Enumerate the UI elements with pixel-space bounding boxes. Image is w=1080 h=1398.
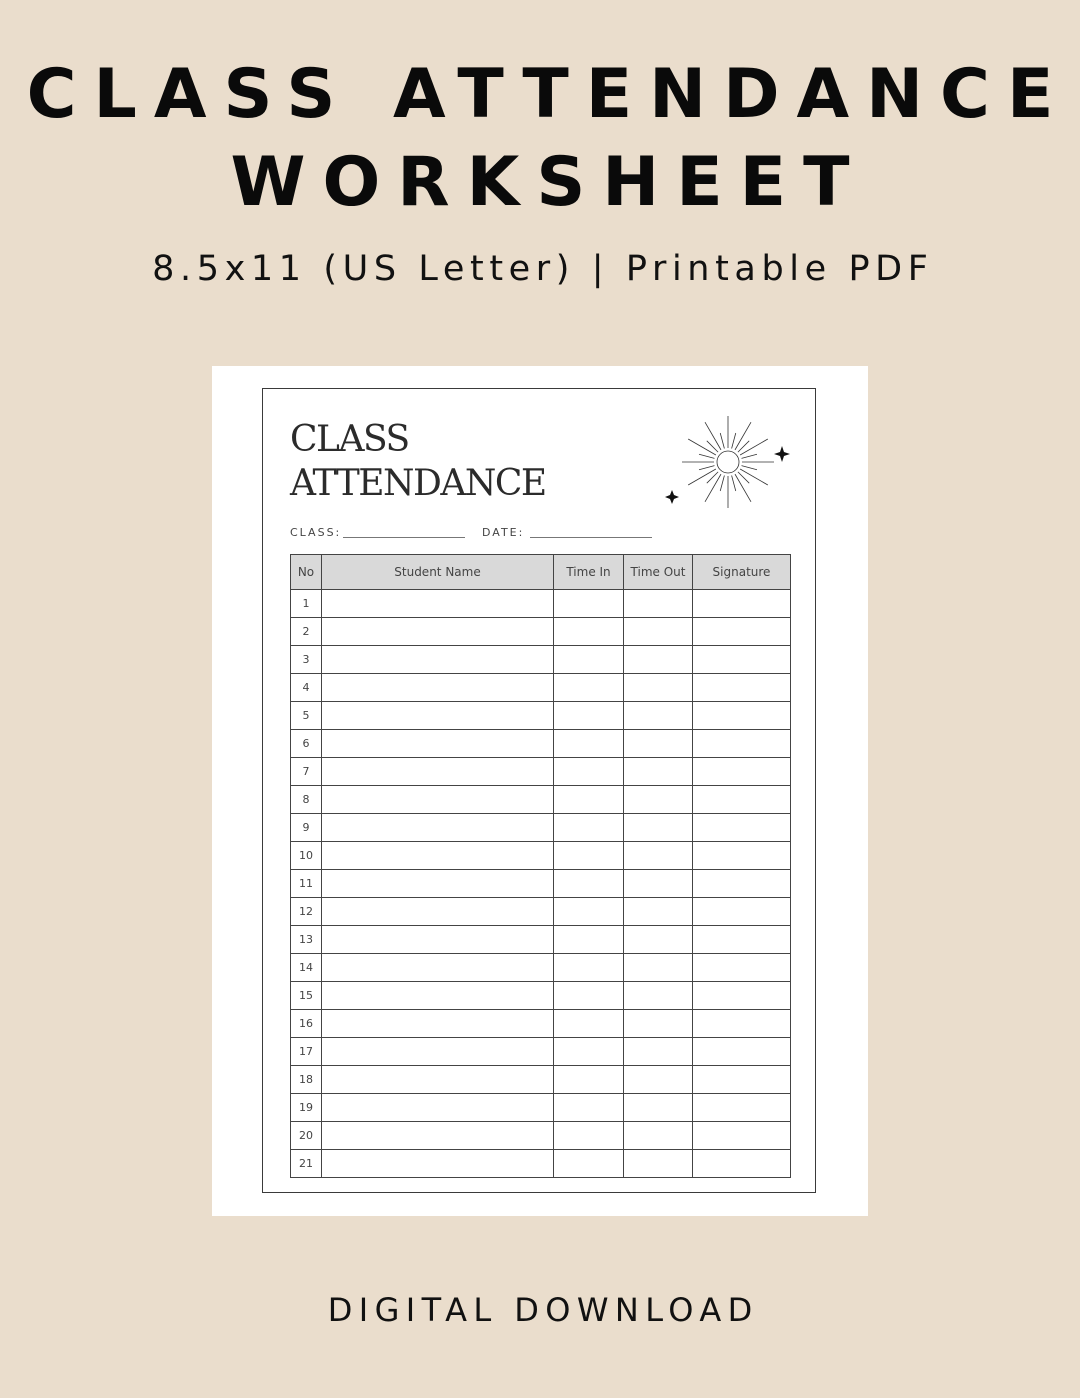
time-out-cell[interactable] (624, 618, 693, 646)
time-out-cell[interactable] (624, 786, 693, 814)
student-name-cell[interactable] (322, 758, 554, 786)
signature-cell[interactable] (693, 1150, 791, 1178)
table-row (291, 1010, 791, 1038)
table-row (291, 1038, 791, 1066)
time-in-cell[interactable] (554, 1010, 624, 1038)
row-number: 8 (291, 786, 322, 814)
row-number: 19 (291, 1094, 322, 1122)
worksheet-title-line-2: ATTENDANCE (290, 463, 546, 504)
time-out-cell[interactable] (624, 758, 693, 786)
table-header-row (291, 555, 791, 590)
time-in-cell[interactable] (554, 1066, 624, 1094)
student-name-cell[interactable] (322, 814, 554, 842)
time-out-cell[interactable] (624, 1066, 693, 1094)
time-in-cell[interactable] (554, 646, 624, 674)
banner-subtitle: 8.5x11 (US Letter) | Printable PDF (152, 249, 934, 289)
row-number: 13 (291, 926, 322, 954)
signature-cell[interactable] (693, 954, 791, 982)
time-out-cell[interactable] (624, 870, 693, 898)
row-number: 2 (291, 618, 322, 646)
table-row (291, 702, 791, 730)
time-in-cell[interactable] (554, 1094, 624, 1122)
student-name-cell[interactable] (322, 1150, 554, 1178)
student-name-cell[interactable] (322, 590, 554, 618)
header-time-in: Time In (554, 555, 624, 590)
signature-cell[interactable] (693, 898, 791, 926)
row-number: 15 (291, 982, 322, 1010)
time-out-cell[interactable] (624, 814, 693, 842)
time-out-cell[interactable] (624, 590, 693, 618)
signature-cell[interactable] (693, 646, 791, 674)
table-row (291, 674, 791, 702)
row-number: 20 (291, 1122, 322, 1150)
time-out-cell[interactable] (624, 1150, 693, 1178)
row-number: 12 (291, 898, 322, 926)
row-number: 6 (291, 730, 322, 758)
table-row (291, 758, 791, 786)
time-in-cell[interactable] (554, 842, 624, 870)
attendance-table (290, 554, 791, 1178)
row-number: 5 (291, 702, 322, 730)
row-number: 11 (291, 870, 322, 898)
signature-cell[interactable] (693, 1010, 791, 1038)
student-name-cell[interactable] (322, 1122, 554, 1150)
row-number: 16 (291, 1010, 322, 1038)
signature-cell[interactable] (693, 1038, 791, 1066)
table-row (291, 646, 791, 674)
row-number: 9 (291, 814, 322, 842)
time-out-cell[interactable] (624, 926, 693, 954)
banner-title-line-2: WORKSHEET (230, 143, 867, 222)
student-name-cell[interactable] (322, 954, 554, 982)
student-name-cell[interactable] (322, 674, 554, 702)
table-row (291, 590, 791, 618)
time-in-cell[interactable] (554, 814, 624, 842)
header-signature: Signature (693, 555, 791, 590)
student-name-cell[interactable] (322, 1038, 554, 1066)
time-in-cell[interactable] (554, 1038, 624, 1066)
time-in-cell[interactable] (554, 590, 624, 618)
signature-cell[interactable] (693, 1122, 791, 1150)
date-field-label: DATE: (482, 526, 525, 539)
student-name-cell[interactable] (322, 842, 554, 870)
time-in-cell[interactable] (554, 786, 624, 814)
banner-title-line-1: CLASS ATTENDANCE (26, 55, 1071, 134)
table-row (291, 926, 791, 954)
row-number: 7 (291, 758, 322, 786)
signature-cell[interactable] (693, 786, 791, 814)
table-row (291, 954, 791, 982)
student-name-cell[interactable] (322, 926, 554, 954)
table-row (291, 1150, 791, 1178)
signature-cell[interactable] (693, 618, 791, 646)
time-in-cell[interactable] (554, 926, 624, 954)
time-in-cell[interactable] (554, 870, 624, 898)
time-in-cell[interactable] (554, 730, 624, 758)
student-name-cell[interactable] (322, 1010, 554, 1038)
table-row (291, 730, 791, 758)
table-row (291, 898, 791, 926)
signature-cell[interactable] (693, 758, 791, 786)
time-in-cell[interactable] (554, 674, 624, 702)
student-name-cell[interactable] (322, 786, 554, 814)
table-row (291, 1094, 791, 1122)
student-name-cell[interactable] (322, 898, 554, 926)
row-number: 1 (291, 590, 322, 618)
header-no: No (291, 555, 322, 590)
row-number: 10 (291, 842, 322, 870)
time-out-cell[interactable] (624, 1122, 693, 1150)
time-out-cell[interactable] (624, 1038, 693, 1066)
class-field-line[interactable] (343, 537, 465, 538)
table-row (291, 842, 791, 870)
student-name-cell[interactable] (322, 646, 554, 674)
signature-cell[interactable] (693, 674, 791, 702)
signature-cell[interactable] (693, 702, 791, 730)
signature-cell[interactable] (693, 1094, 791, 1122)
signature-cell[interactable] (693, 814, 791, 842)
time-out-cell[interactable] (624, 702, 693, 730)
time-out-cell[interactable] (624, 842, 693, 870)
signature-cell[interactable] (693, 1066, 791, 1094)
student-name-cell[interactable] (322, 982, 554, 1010)
time-in-cell[interactable] (554, 702, 624, 730)
student-name-cell[interactable] (322, 1094, 554, 1122)
table-row (291, 1066, 791, 1094)
table-row (291, 870, 791, 898)
signature-cell[interactable] (693, 730, 791, 758)
worksheet-preview (212, 366, 868, 1216)
date-field-line[interactable] (530, 537, 652, 538)
time-in-cell[interactable] (554, 758, 624, 786)
time-in-cell[interactable] (554, 982, 624, 1010)
signature-cell[interactable] (693, 590, 791, 618)
table-row (291, 982, 791, 1010)
student-name-cell[interactable] (322, 730, 554, 758)
row-number: 21 (291, 1150, 322, 1178)
time-out-cell[interactable] (624, 1010, 693, 1038)
time-in-cell[interactable] (554, 1150, 624, 1178)
header-time-out: Time Out (624, 555, 693, 590)
row-number: 3 (291, 646, 322, 674)
signature-cell[interactable] (693, 842, 791, 870)
class-field-label: CLASS: (290, 526, 342, 539)
time-out-cell[interactable] (624, 982, 693, 1010)
time-in-cell[interactable] (554, 1122, 624, 1150)
time-out-cell[interactable] (624, 1094, 693, 1122)
signature-cell[interactable] (693, 926, 791, 954)
worksheet-title-line-1: CLASS (290, 419, 409, 460)
time-in-cell[interactable] (554, 618, 624, 646)
student-name-cell[interactable] (322, 1066, 554, 1094)
banner-footer: DIGITAL DOWNLOAD (327, 1291, 759, 1329)
table-row (291, 1122, 791, 1150)
table-body (291, 590, 791, 1178)
sunburst-icon (660, 416, 796, 516)
time-in-cell[interactable] (554, 954, 624, 982)
time-out-cell[interactable] (624, 646, 693, 674)
student-name-cell[interactable] (322, 618, 554, 646)
signature-cell[interactable] (693, 870, 791, 898)
time-out-cell[interactable] (624, 730, 693, 758)
time-out-cell[interactable] (624, 674, 693, 702)
student-name-cell[interactable] (322, 870, 554, 898)
table-row (291, 814, 791, 842)
student-name-cell[interactable] (322, 702, 554, 730)
header-student-name: Student Name (322, 555, 554, 590)
time-out-cell[interactable] (624, 954, 693, 982)
table-row (291, 618, 791, 646)
row-number: 17 (291, 1038, 322, 1066)
time-in-cell[interactable] (554, 898, 624, 926)
row-number: 14 (291, 954, 322, 982)
time-out-cell[interactable] (624, 898, 693, 926)
table-row (291, 786, 791, 814)
row-number: 18 (291, 1066, 322, 1094)
signature-cell[interactable] (693, 982, 791, 1010)
row-number: 4 (291, 674, 322, 702)
